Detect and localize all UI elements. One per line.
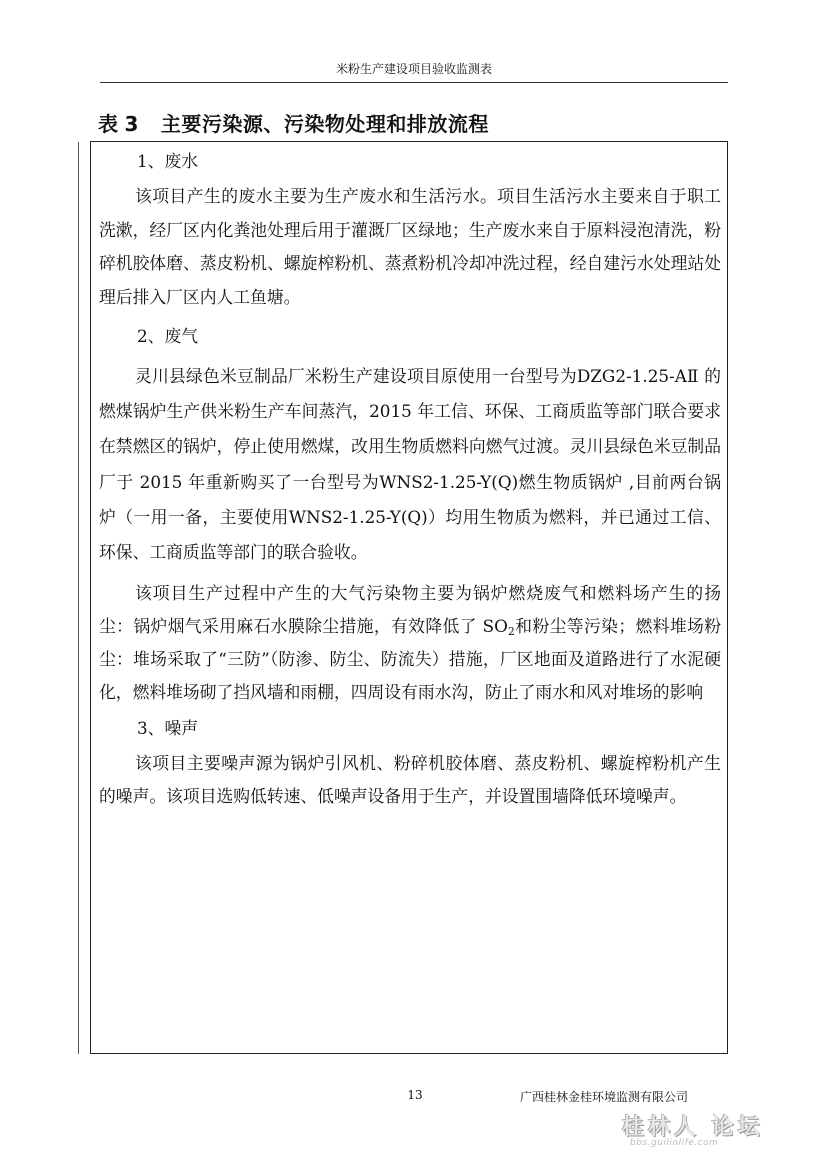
wastewater-heading: 1、废水 [137,151,199,171]
company-name: 广西桂林金桂环境监测有限公司 [520,1090,689,1104]
exhaust-paragraph-2-part-2: 和粉尘等污染；燃料堆场粉尘：堆场采取了“三防”（防渗、防尘、防流失）措施，厂区地面及道路进行了水泥硬化，燃料堆场砌了挡风墙和雨棚，四周设有雨水沟，防止了雨水和风对堆场的影响 [99,615,721,703]
exhaust-paragraph-1: 灵川县绿色米豆制品厂米粉生产建设项目原使用一台型号为DZG2-1.25-AⅡ 的燃煤锅炉生产供米粉生产车间蒸汽，2015 年工信、环保、工商质监等部门联合要求在禁燃区的锅炉，停止使用燃煤，改用生物质燃料向燃气过渡。灵川县绿色米豆制品厂于 2015 年重新购买了一台型号为WNS2-1.25-Y(Q)燃生物质锅炉 ,目前两台锅炉（一用一备，主要使用WNS2-1.25-Y(Q)）均用生物质为燃料，并已通过工信、环保、工商质监等部门的联合验收。 [99,365,721,563]
table-number: 3 [124,112,139,136]
page-header: 米粉生产建设项目验收监测表 [100,60,728,83]
page-number: 13 [407,1088,423,1102]
table-title-text: 主要污染源、污染物处理和排放流程 [160,112,489,136]
table-label: 表 [98,112,119,136]
watermark-url: bbs.guilinlife.com [630,1138,719,1148]
noise-heading: 3、噪声 [137,718,199,739]
exhaust-paragraph-2 [99,577,721,710]
table-title [98,108,489,137]
content-body [99,146,721,812]
forum-watermark [622,1110,782,1154]
watermark-text: 桂林人 论坛 [622,1115,764,1140]
exhaust-paragraph-2-part-1: 该项目生产过程中产生的大气污染物主要为锅炉燃烧废气和燃料场产生的扬尘：锅炉烟气采用麻石水膜除尘措施，有效降低了 SO [99,582,721,636]
left-margin-rule [78,142,79,1054]
so2-subscript: 2 [507,624,515,638]
exhaust-heading: 2、废气 [137,325,199,346]
noise-paragraph: 该项目主要噪声源为锅炉引风机、粉碎机胶体磨、蒸皮粉机、螺旋榨粉机产生的噪声。该项目选购低转速、低噪声设备用于生产，并设置围墙降低环境噪声。 [99,753,721,806]
wastewater-paragraph: 该项目产生的废水主要为生产废水和生活污水。项目生活污水主要来自于职工洗漱，经厂区内化粪池处理后用于灌溉厂区绿地；生产废水来自于原料浸泡清洗，粉碎机胶体磨、蒸皮粉机、螺旋榨粉机、蒸煮粉机冷却冲洗过程，经自建污水处理站处理后排入厂区内人工鱼塘。 [99,186,721,308]
